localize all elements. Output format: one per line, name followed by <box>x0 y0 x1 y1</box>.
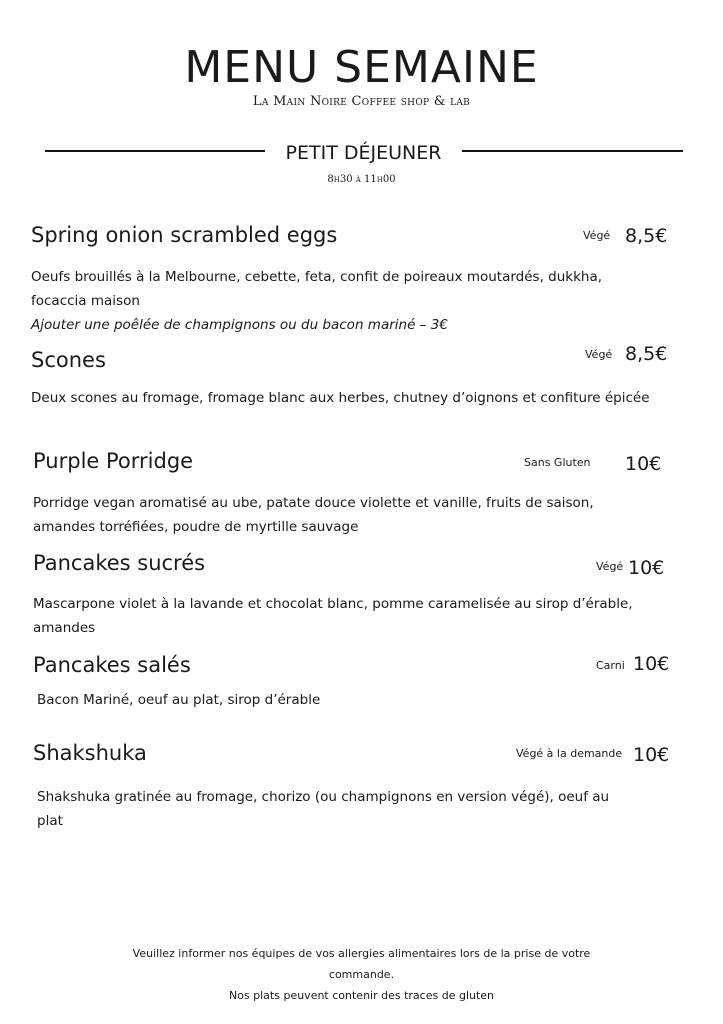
allergy-notice-line: commande. <box>328 968 395 981</box>
menu-item-tag: Sans Gluten <box>524 456 591 469</box>
section-title: PETIT DÉJEUNER <box>285 142 442 164</box>
section-divider-left <box>45 150 265 152</box>
menu-item-tag: Végé à la demande <box>516 747 623 760</box>
menu-item-name: Spring onion scrambled eggs <box>31 223 338 247</box>
menu-item-description: Shakshuka gratinée au fromage, chorizo (ou champignons en version végé), oeuf au plat <box>37 789 610 829</box>
menu-item-price: 8,5€ <box>625 343 668 365</box>
gluten-notice: Nos plats peuvent contenir des traces de gluten <box>228 989 495 1002</box>
shop-name: La Main Noire Coffee shop & lab <box>252 94 471 109</box>
menu-item-name: Scones <box>31 348 106 372</box>
menu-item-description: Porridge vegan aromatisé au ube, patate douce violette et vanille, fruits de saison, amandes torréfiées, poudre de myrtille sauvage <box>33 495 594 535</box>
section-hours: 8h30 à 11h00 <box>327 174 396 185</box>
menu-item-description-text: Oeufs brouillés à la Melbourne, cebette, feta, confit de poireaux moutardés, dukkha, focaccia maison <box>31 269 603 309</box>
menu-item-price: 8,5€ <box>625 225 668 247</box>
menu-item-name: Pancakes salés <box>33 653 191 677</box>
menu-title: MENU SEMAINE <box>184 42 539 93</box>
menu-item-price: 10€ <box>633 653 670 675</box>
menu-item-price: 10€ <box>628 557 665 579</box>
menu-item-extra: Ajouter une poêlée de champignons ou du bacon mariné – 3€ <box>31 317 448 333</box>
menu-item-tag: Végé <box>585 348 613 361</box>
menu-item-description <box>31 265 631 337</box>
menu-item-tag: Végé <box>583 229 611 242</box>
menu-item-name: Purple Porridge <box>33 449 194 473</box>
allergy-notice <box>0 943 723 1006</box>
menu-item-tag: Carni <box>596 659 625 672</box>
menu-item-description: Deux scones au fromage, fromage blanc aux herbes, chutney d’oignons et confiture épicée <box>31 390 650 406</box>
menu-item-price: 10€ <box>633 744 670 766</box>
menu-item-tag: Végé <box>596 560 624 573</box>
menu-item-name: Shakshuka <box>33 741 147 765</box>
menu-item-description: Mascarpone violet à la lavande et chocolat blanc, pomme caramelisée au sirop d’érable, amandes <box>33 596 633 636</box>
allergy-notice-line: Veuillez informer nos équipes de vos allergies alimentaires lors de la prise de votre <box>132 947 591 960</box>
menu-item-description: Bacon Mariné, oeuf au plat, sirop d’érable <box>37 692 321 708</box>
section-divider-right <box>462 150 683 152</box>
menu-item-name: Pancakes sucrés <box>33 551 206 575</box>
menu-item-price: 10€ <box>625 453 662 475</box>
